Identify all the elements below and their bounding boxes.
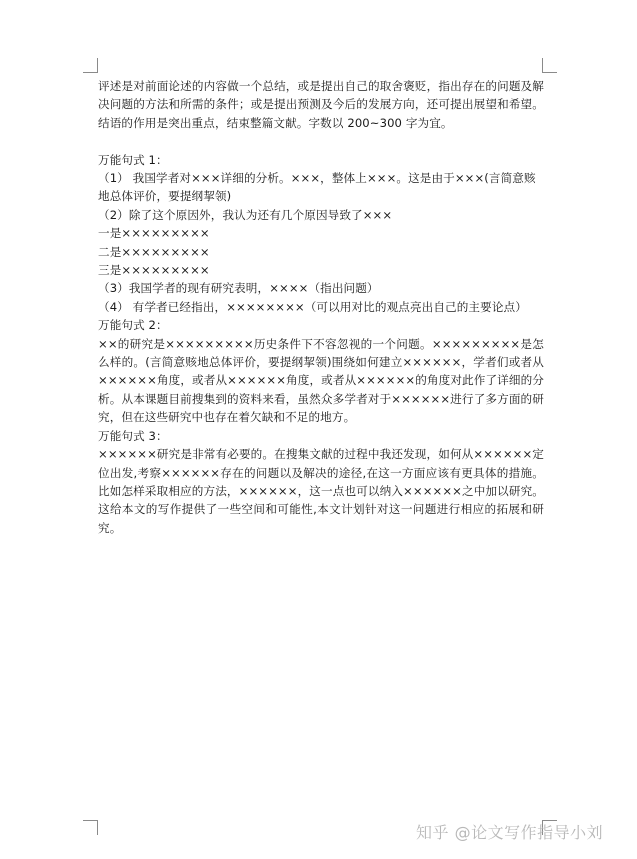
formula-1-line: （4） 有学者已经指出，××××××××（可以用对比的观点亮出自己的主要论点） <box>98 299 527 314</box>
document-body <box>98 77 544 537</box>
formula-1-title: 万能句式 1： <box>98 152 168 167</box>
formula-2-body: ××的研究是×××××××××历史条件下不容忽视的一个问题。×××××××××是怎么样的。(言简意赅地总体评价，要提纲挈领)围绕如何建立××××××，学者们或者从××××××角度，或者从××××××角度，或者从××××××的角度对此作了详细的分析。从本课题目前搜集到的资料来看，虽然众多学者对于××××××进行了多方面的研究，但在这些研究中也存在着欠缺和不足的地方。 <box>98 336 544 425</box>
formula-3-body: ××××××研究是非常有必要的。在搜集文献的过程中我还发现，如何从××××××定位出发,考察××××××存在的问题以及解决的途径,在这一方面应该有更具体的措施。比如怎样采取相应的方法，××××××，这一点也可以纳入××××××之中加以研究。这给本文的写作提供了一些空间和可能性,本文计划针对这一问题进行相应的拓展和研究。 <box>98 447 544 535</box>
zhihu-watermark: 知乎 @论文写作指导小刘 <box>416 823 604 842</box>
formula-1-line: 三是××××××××× <box>98 263 210 278</box>
formula-1-line: （3）我国学者的现有研究表明，××××（指出问题） <box>98 281 379 296</box>
formula-3-title: 万能句式 3： <box>98 428 168 443</box>
formula-1-line: （2）除了这个原因外，我认为还有几个原因导致了××× <box>98 207 393 222</box>
blank-line <box>98 132 544 150</box>
formula-1-line: （1） 我国学者对×××详细的分析。×××，整体上×××。这是由于×××(言简意赅地总体评价，要提纲挈领) <box>98 171 536 204</box>
formula-1-line: 二是××××××××× <box>98 244 210 259</box>
formula-2-title: 万能句式 2： <box>98 318 168 333</box>
crop-mark-top-right <box>542 58 557 73</box>
intro-paragraph: 评述是对前面论述的内容做一个总结，或是提出自己的取舍褒贬，指出存在的问题及解决问题的方法和所需的条件；或是提出预测及今后的发展方向，还可提出展望和希望。结语的作用是突出重点，结束整篇文献。字数以 200~300 字为宜。 <box>98 79 544 130</box>
formula-1-line: 一是××××××××× <box>98 226 210 241</box>
crop-mark-top-left <box>83 58 98 73</box>
crop-mark-bottom-left <box>83 820 98 835</box>
